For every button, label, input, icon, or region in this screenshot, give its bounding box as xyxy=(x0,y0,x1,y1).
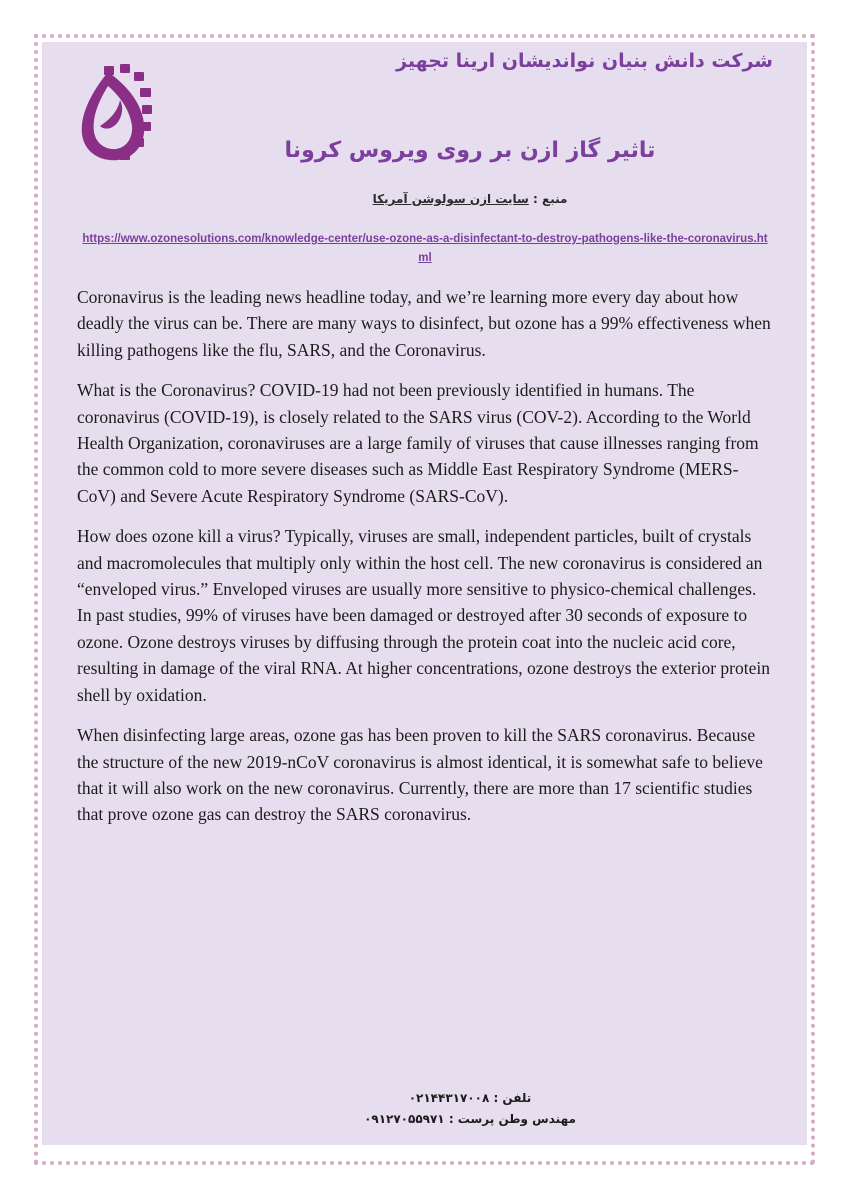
company-name: شرکت دانش بنیان نواندیشان ارینا تجهیز xyxy=(396,50,773,72)
source-label: منبع : xyxy=(533,192,568,206)
contact-footer xyxy=(150,1088,790,1130)
company-gear-drop-logo xyxy=(78,64,152,164)
engineer-contact: مهندس وطن پرست : ۰۹۱۲۷۰۵۵۹۷۱ xyxy=(364,1112,576,1126)
source-url-link[interactable]: https://www.ozonesolutions.com/knowledge-center/use-ozone-as-a-disinfectant-to-destroy-pathogens-like-the-coronavirus.html xyxy=(82,233,768,264)
paragraph: When disinfecting large areas, ozone gas has been proven to kill the SARS coronavirus. Because the structure of the new 2019-nCoV coronavirus is almost identical, it is somewhat safe to believe that it will also work on the new coronavirus. Currently, there are more than 17 scientific studies that prove ozone gas can destroy the SARS coronavirus. xyxy=(77,725,763,825)
document-title: تاثیر گاز ازن بر روی ویروس کرونا xyxy=(284,138,656,163)
phone-number: تلفن : ۰۲۱۴۴۳۱۷۰۰۸ xyxy=(408,1091,532,1105)
paragraph: What is the Coronavirus? COVID-19 had not been previously identified in humans. The coronavirus (COVID-19), is closely related to the SARS virus (COV-2). According to the World Health Organization, coronaviruses are a large family of viruses that cause illnesses ranging from the common cold to more severe diseases such as Middle East Respiratory Syndrome (MERS-CoV) and Severe Acute Respiratory Syndrome (SARS-CoV). xyxy=(77,380,759,506)
paragraph: How does ozone kill a virus? Typically, viruses are small, independent particles, built of crystals and macromolecules that multiply only within the host cell. The new coronavirus is considered an “enveloped virus.” Enveloped viruses are usually more sensitive to physico-chemical challenges. In past studies, 99% of viruses have been damaged or destroyed after 30 seconds of exposure to ozone. Ozone destroys viruses by diffusing through the protein coat into the nucleic acid core, resulting in damage of the viral RNA. At higher concentrations, ozone destroys the exterior protein shell by oxidation. xyxy=(77,526,771,705)
source-line xyxy=(150,192,790,206)
article-body xyxy=(77,284,774,842)
paragraph: Coronavirus is the leading news headline today, and we’re learning more every day about how deadly the virus can be. There are many ways to disinfect, but ozone has a 99% effectiveness when killing pathogens like the flu, SARS, and the Coronavirus. xyxy=(77,287,771,360)
source-site-link[interactable]: سایت ازن سولوشن آمریکا xyxy=(372,192,529,206)
